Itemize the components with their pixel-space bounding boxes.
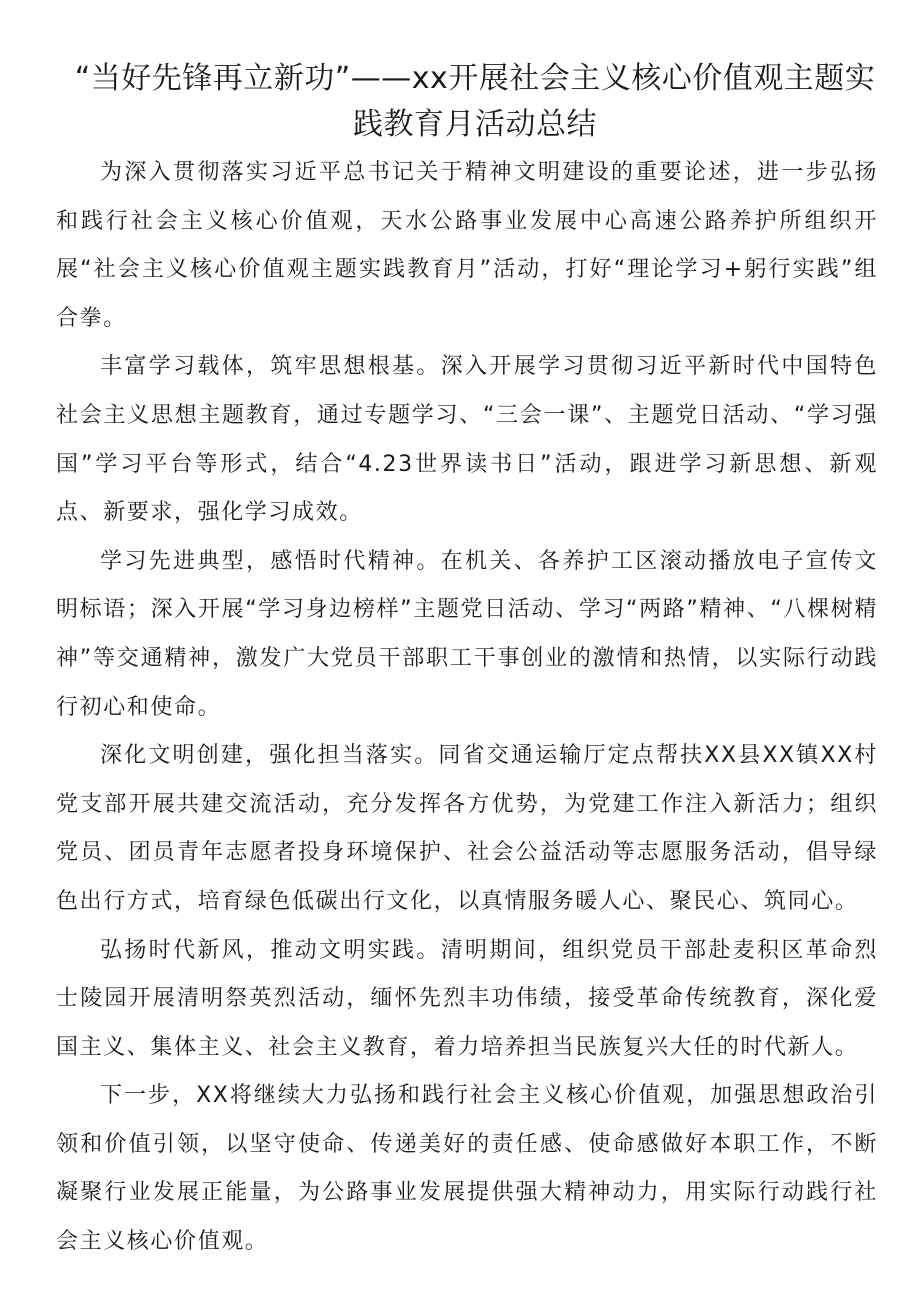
paragraph-intro: 为深入贯彻落实习近平总书记关于精神文明建设的重要论述，进一步弘扬和践行社会主义核心价值观，天水公路事业发展中心高速公路养护所组织开展“社会主义核心价值观主题实践教育月”活动，打好“理论学习+躬行实践”组合拳。 bbox=[56, 160, 878, 331]
document-title: “当好先锋再立新功”——xx开展社会主义核心价值观主题实践教育月活动总结 bbox=[74, 61, 876, 142]
paragraph-next-steps: 下一步，XX将继续大力弘扬和践行社会主义核心价值观，加强思想政治引领和价值引领，以坚守使命、传递美好的责任感、使命感做好本职工作，不断凝聚行业发展正能量，为公路事业发展提供强大精神动力，用实际行动践行社会主义核心价值观。 bbox=[56, 1083, 878, 1255]
paragraph-new-trends: 弘扬时代新风，推动文明实践。清明期间，组织党员干部赴麦积区革命烈士陵园开展清明祭英烈活动，缅怀先烈丰功伟绩，接受革命传统教育，深化爱国主义、集体主义、社会主义教育，着力培养担当民族复兴大任的时代新人。 bbox=[56, 937, 878, 1060]
document-body bbox=[56, 149, 878, 1267]
paragraph-civilization-building: 深化文明创建，强化担当落实。同省交通运输厅定点帮扶XX县XX镇XX村党支部开展共建交流活动，充分发挥各方优势，为党建工作注入新活力；组织党员、团员青年志愿者投身环境保护、社会公益活动等志愿服务活动，倡导绿色出行方式，培育绿色低碳出行文化，以真情服务暖人心、聚民心、筑同心。 bbox=[56, 743, 878, 914]
paragraph-study-carrier: 丰富学习载体，筑牢思想根基。深入开展学习贯彻习近平新时代中国特色社会主义思想主题教育，通过专题学习、“三会一课”、主题党日活动、“学习强国”学习平台等形式，结合“4.23世界读书日”活动，跟进学习新思想、新观点、新要求，强化学习成效。 bbox=[56, 354, 878, 526]
paragraph-advanced-models: 学习先进典型，感悟时代精神。在机关、各养护工区滚动播放电子宣传文明标语；深入开展“学习身边榜样”主题党日活动、学习“两路”精神、“八棵树精神”等交通精神，激发广大党员干部职工干事创业的激情和热情，以实际行动践行初心和使命。 bbox=[56, 548, 878, 720]
